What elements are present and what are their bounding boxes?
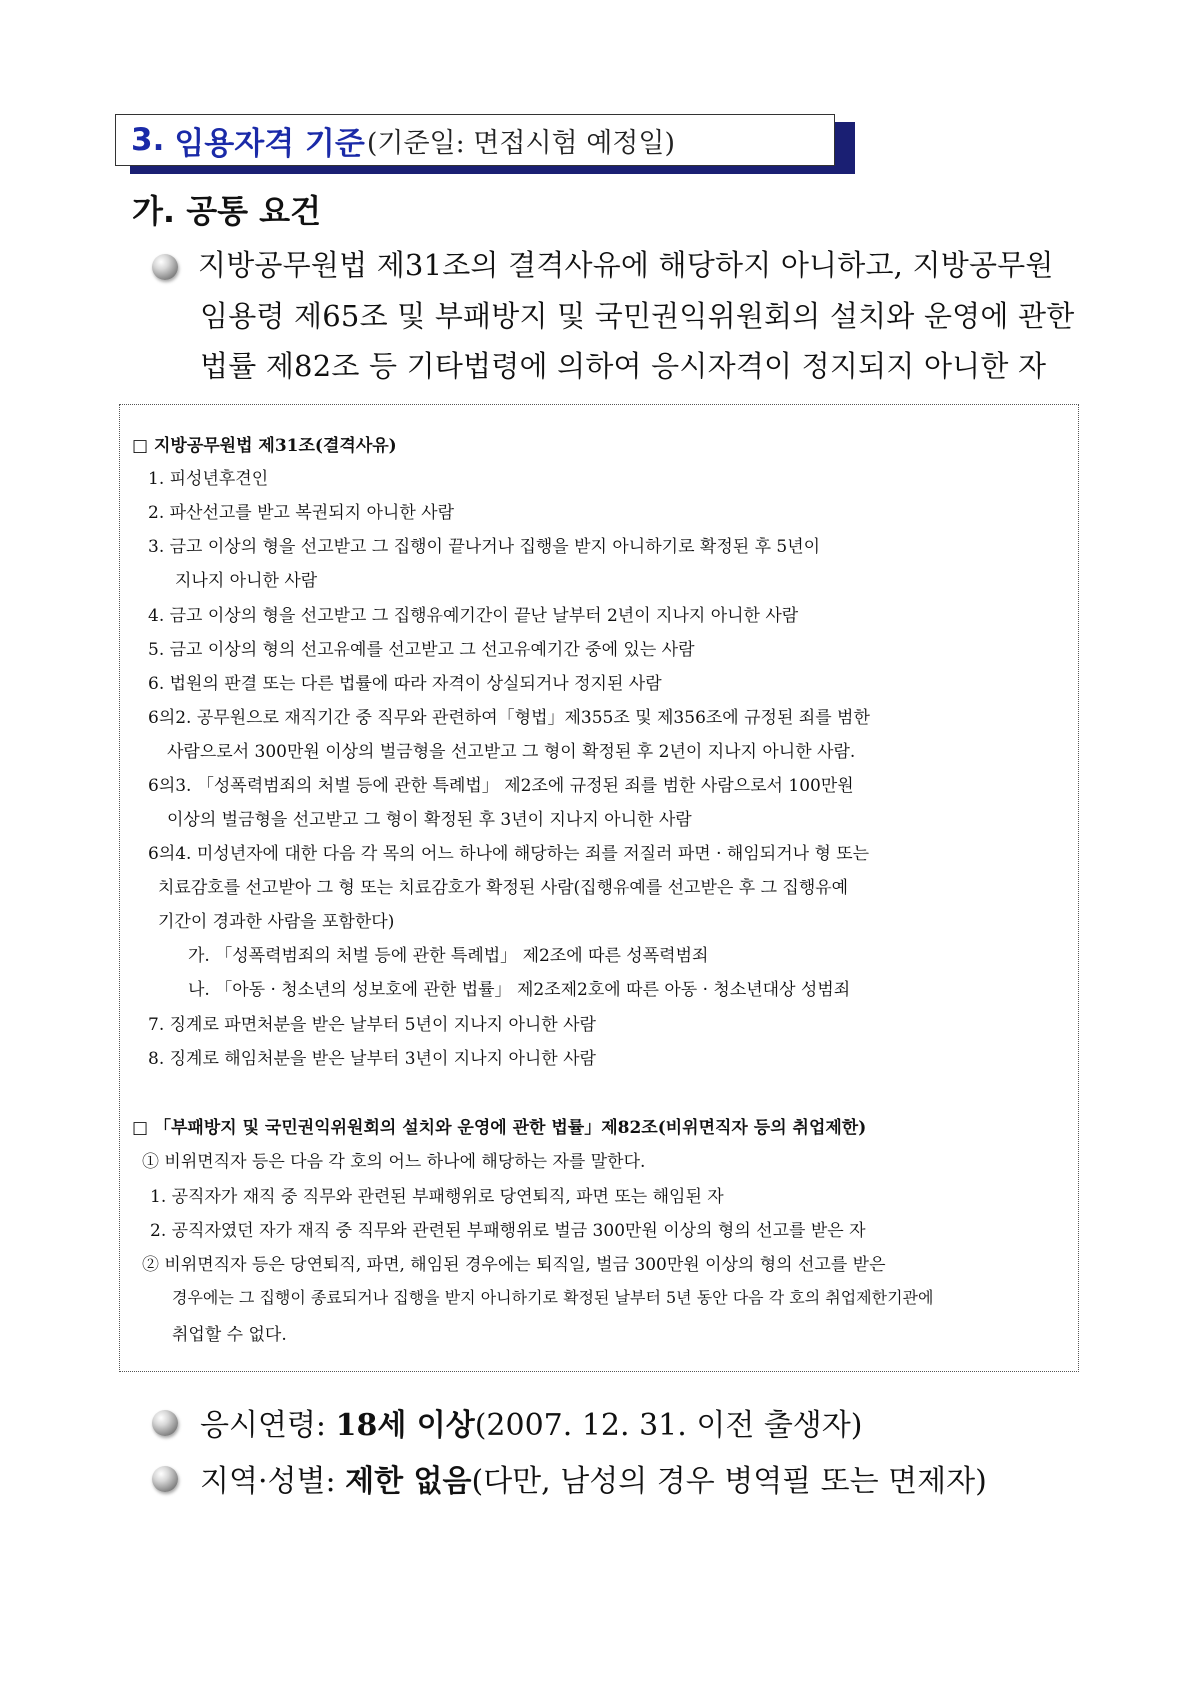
list-item: 나. 「아동 · 청소년의 성보호에 관한 법률」 제2조제2호에 따른 아동 · 청소년대상 성범죄 xyxy=(188,980,851,1000)
bullet-icon xyxy=(152,254,178,280)
section-title: 임용자격 기준 xyxy=(174,125,365,162)
region-note: (다만, 남성의 경우 병역필 또는 면제자) xyxy=(471,1464,987,1499)
list-item: ① 비위면직자 등은 다음 각 호의 어느 하나에 해당하는 자를 말한다. xyxy=(142,1152,646,1172)
list-item: 6의2. 공무원으로 재직기간 중 직무와 관련하여「형법」제355조 및 제356조에 규정된 죄를 범한 xyxy=(148,708,870,728)
list-item: 기간이 경과한 사람을 포함한다) xyxy=(158,912,395,932)
law-heading-82: □ 「부패방지 및 국민권익위원회의 설치와 운영에 관한 법률」제82조(비위면직자 등의 취업제한) xyxy=(132,1118,867,1138)
list-item: 사람으로서 300만원 이상의 벌금형을 선고받고 그 형이 확정된 후 2년이 지나지 아니한 사람. xyxy=(167,742,856,762)
requirement-line-2: 임용령 제65조 및 부패방지 및 국민권익위원회의 설치와 운영에 관한 xyxy=(200,299,1075,333)
region-label: 지역·성별: xyxy=(200,1464,336,1499)
list-item: 가. 「성폭력범죄의 처벌 등에 관한 특례법」 제2조에 따른 성폭력범죄 xyxy=(188,946,709,966)
bullet-icon xyxy=(152,1410,178,1436)
list-item: 1. 공직자가 재직 중 직무와 관련된 부패행위로 당연퇴직, 파면 또는 해임된 자 xyxy=(150,1187,724,1207)
section-subtitle: (기준일: 면접시험 예정일) xyxy=(366,127,675,159)
list-item: 치료감호를 선고받아 그 형 또는 치료감호가 확정된 사람(집행유예를 선고받은 후 그 집행유예 xyxy=(158,878,849,898)
list-item: 1. 피성년후견인 xyxy=(148,469,269,489)
bullet-icon xyxy=(152,1466,178,1492)
list-item: 이상의 벌금형을 선고받고 그 형이 확정된 후 3년이 지나지 아니한 사람 xyxy=(167,810,692,830)
law-heading-31: □ 지방공무원법 제31조(결격사유) xyxy=(132,436,397,456)
age-requirement xyxy=(200,1400,862,1444)
list-item: 8. 징계로 해임처분을 받은 날부터 3년이 지나지 아니한 사람 xyxy=(148,1049,596,1069)
list-item: 3. 금고 이상의 형을 선고받고 그 집행이 끝나거나 집행을 받지 아니하기로 확정된 후 5년이 xyxy=(148,537,821,557)
list-item: ② 비위면직자 등은 당연퇴직, 파면, 해임된 경우에는 퇴직일, 벌금 300만원 이상의 형의 선고를 받은 xyxy=(142,1255,886,1275)
age-label: 응시연령: xyxy=(200,1408,327,1443)
requirement-line-1: 지방공무원법 제31조의 결격사유에 해당하지 아니하고, 지방공무원 xyxy=(198,248,1054,282)
list-item: 취업할 수 없다. xyxy=(172,1325,287,1345)
age-value: 18세 이상 xyxy=(335,1408,475,1443)
region-gender-requirement xyxy=(200,1456,987,1500)
requirement-line-3: 법률 제82조 등 기타법령에 의하여 응시자격이 정지되지 아니한 자 xyxy=(200,349,1047,383)
section-header xyxy=(115,114,835,166)
list-item: 6의3. 「성폭력범죄의 처벌 등에 관한 특례법」 제2조에 규정된 죄를 범한 사람으로서 100만원 xyxy=(148,776,854,796)
list-item: 지나지 아니한 사람 xyxy=(175,571,318,591)
section-number: 3. xyxy=(131,122,165,158)
region-value: 제한 없음 xyxy=(345,1464,472,1499)
list-item: 5. 금고 이상의 형의 선고유예를 선고받고 그 선고유예기간 중에 있는 사람 xyxy=(148,640,695,660)
subsection-heading: 가. 공통 요건 xyxy=(132,192,321,230)
list-item: 6의4. 미성년자에 대한 다음 각 목의 어느 하나에 해당하는 죄를 저질러 파면 · 해임되거나 형 또는 xyxy=(148,844,870,864)
age-note: (2007. 12. 31. 이전 출생자) xyxy=(474,1408,863,1443)
list-item: 7. 징계로 파면처분을 받은 날부터 5년이 지나지 아니한 사람 xyxy=(148,1015,596,1035)
list-item: 6. 법원의 판결 또는 다른 법률에 따라 자격이 상실되거나 정지된 사람 xyxy=(148,674,662,694)
list-item: 2. 공직자였던 자가 재직 중 직무와 관련된 부패행위로 벌금 300만원 이상의 형의 선고를 받은 자 xyxy=(150,1221,866,1241)
list-item: 경우에는 그 집행이 종료되거나 집행을 받지 아니하기로 확정된 날부터 5년 동안 다음 각 호의 취업제한기관에 xyxy=(172,1288,934,1307)
list-item: 4. 금고 이상의 형을 선고받고 그 집행유예기간이 끝난 날부터 2년이 지나지 아니한 사람 xyxy=(148,606,799,626)
list-item: 2. 파산선고를 받고 복권되지 아니한 사람 xyxy=(148,503,454,523)
